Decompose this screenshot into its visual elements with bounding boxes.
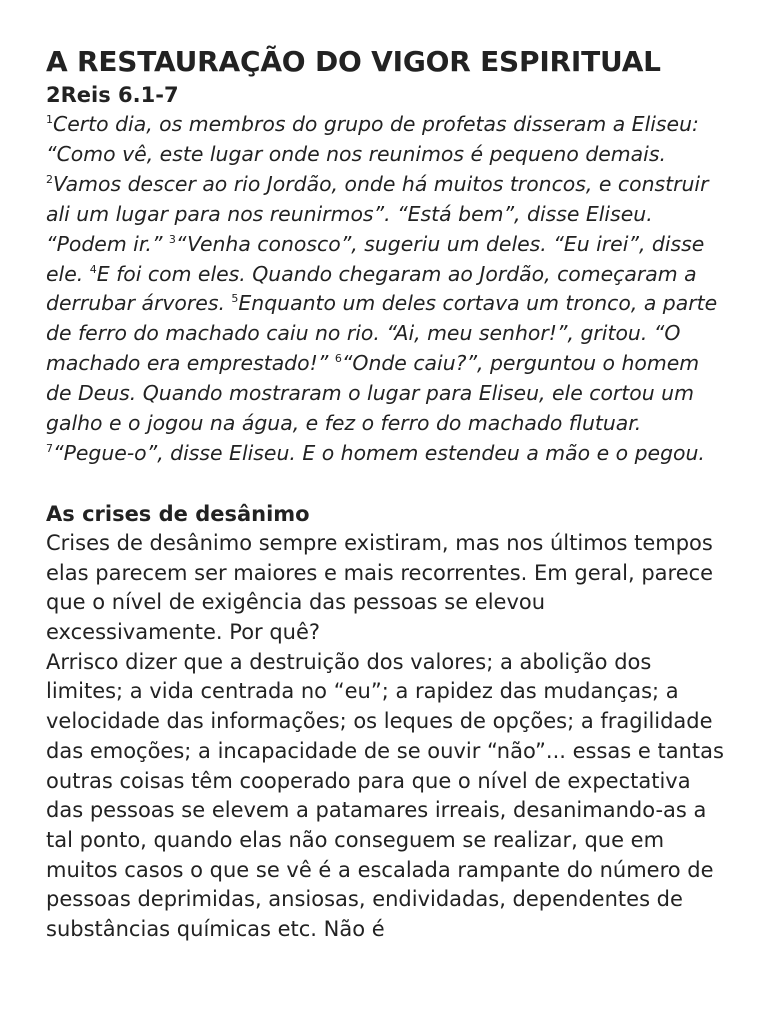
verse-number: 7 <box>46 442 53 456</box>
verse-text: Certo dia, os membros do grupo de profetas disseram a Eliseu: “Como vê, este lugar onde nos reunimos é pequeno demais. <box>46 112 699 166</box>
scripture-reference: 2Reis 6.1-7 <box>46 83 179 107</box>
verse-number: 5 <box>231 292 239 306</box>
verse-text: Enquanto um deles cortava um tronco, a parte de ferro do machado caiu no rio. “Ai, meu senhor!”, gritou. “O machado era emprestado!” <box>46 291 718 376</box>
verse-text: E foi com eles. Quando chegaram ao Jordão, começaram a derrubar árvores. <box>46 261 697 316</box>
verse-number: 6 <box>334 352 342 366</box>
scripture-passage <box>46 110 724 469</box>
verse-text: “Onde caiu?”, perguntou o homem de Deus. Quando mostraram o lugar para Eliseu, ele cortou um galho e o jogou na água, e fez o ferro do machado flutuar. <box>46 351 700 436</box>
verse-number: 3 <box>168 232 176 246</box>
section-heading: As crises de desânimo <box>46 501 310 526</box>
verse-text: Vamos descer ao rio Jordão, onde há muitos troncos, e construir ali um lugar para nos reunirmos”. “Está bem”, disse Eliseu. “Podem ir.” <box>46 171 709 256</box>
page-title: A RESTAURAÇÃO DO VIGOR ESPIRITUAL <box>46 45 661 78</box>
verse-text: “Pegue-o”, disse Eliseu. E o homem estendeu a mão e o pegou. <box>53 440 705 465</box>
body-paragraph: Arrisco dizer que a destruição dos valores; a abolição dos limites; a vida centrada no “eu”; a rapidez das mudanças; a velocidade das informações; os leques de opções; a fragilidade das emoções; a incapacidade de se ouvir “não”... essas e tantas outras coisas têm cooperado para que o nível de expectativa das pessoas se elevem a patamares irreais, desanimando-as a tal ponto, quando elas não conseguem se realizar, que em muitos casos o que se vê é a escalada rampante do número de pessoas deprimidas, ansiosas, endividadas, dependentes de substâncias químicas etc. Não é <box>46 649 724 942</box>
verse-text: “Venha conosco”, sugeriu um deles. “Eu irei”, disse ele. <box>46 231 705 286</box>
verse-number: 1 <box>46 113 53 127</box>
body-paragraph: Crises de desânimo sempre existiram, mas nos últimos tempos elas parecem ser maiores e mais recorrentes. Em geral, parece que o nível de exigência das pessoas se elevou excessivamente. Por quê? <box>46 530 714 644</box>
verse-number: 4 <box>89 262 97 276</box>
verse-number: 2 <box>46 173 53 187</box>
